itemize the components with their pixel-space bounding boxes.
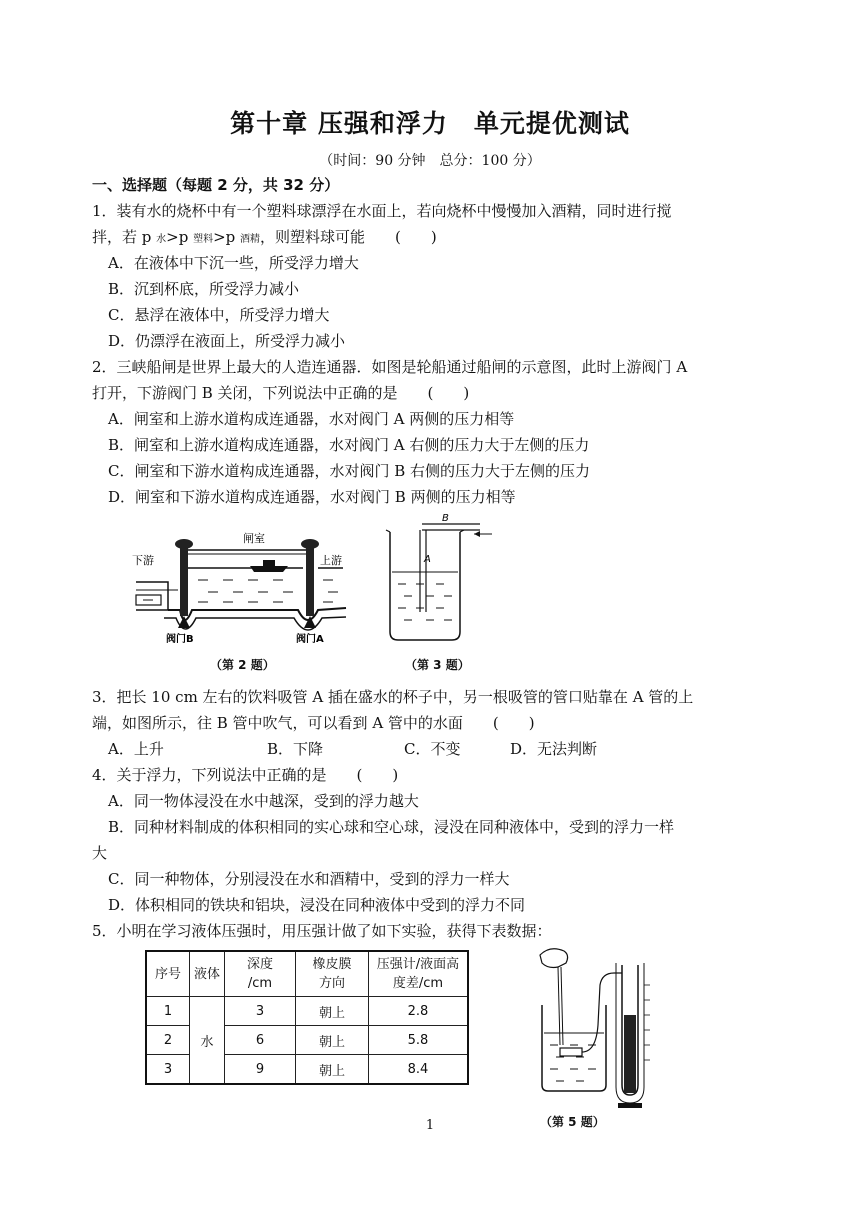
- q2-option-d: D．闸室和下游水道构成连通器，水对阀门 B 两侧的压力相等: [108, 488, 516, 506]
- section-heading: 一、选择题（每题 2 分，共 32 分）: [92, 176, 340, 194]
- q4-option-c: C．同一种物体，分别浸没在水和酒精中，受到的浮力一样大: [108, 870, 510, 888]
- q2-option-c: C．闸室和下游水道构成连通器，水对阀门 B 右侧的压力大于左侧的压力: [108, 462, 591, 480]
- label-valve-a: 阀门A: [296, 634, 324, 645]
- label-b: B: [442, 513, 449, 524]
- q3-stem-line1: 3．把长 10 cm 左右的饮料吸管 A 插在盛水的杯子中，另一根吸管的管口贴靠在 A 管的上: [92, 688, 694, 706]
- cell-dir: 朝上: [296, 1055, 369, 1085]
- ship-lock-figure: [128, 520, 358, 645]
- figure-2-caption: （第 2 题）: [210, 658, 275, 672]
- q2-stem-line2: 打开，下游阀门 B 关闭，下列说法中正确的是 ( ): [92, 384, 470, 402]
- q3-option-d: D．无法判断: [510, 740, 598, 758]
- table-row: [146, 997, 468, 1026]
- cell-depth: 6: [225, 1026, 296, 1055]
- q4-option-d: D．体积相同的铁块和铝块，浸没在同种液体中受到的浮力不同: [108, 896, 526, 914]
- q3-stem-line2: 端，如图所示，往 B 管中吹气，可以看到 A 管中的水面 ( ): [92, 714, 535, 732]
- cell-dir: 朝上: [296, 1026, 369, 1055]
- figure-5-caption: （第 5 题）: [540, 1115, 605, 1129]
- cell-diff: 5.8: [369, 1026, 469, 1055]
- straw-cup-figure: [370, 512, 500, 647]
- q4-option-a: A．同一物体浸没在水中越深，受到的浮力越大: [108, 792, 419, 810]
- q2-stem-line1: 2．三峡船闸是世界上最大的人造连通器．如图是轮船通过船闸的示意图，此时上游阀门 A: [92, 358, 688, 376]
- cell-no: 3: [146, 1055, 190, 1085]
- cell-no: 2: [146, 1026, 190, 1055]
- q3-option-a: A．上升: [108, 740, 164, 758]
- pressure-gauge-figure: [530, 945, 670, 1110]
- label-chamber: 闸室: [243, 532, 265, 545]
- label-valve-b: 阀门B: [166, 634, 194, 645]
- cell-depth: 3: [225, 997, 296, 1026]
- header-depth: 深度 /cm: [225, 951, 296, 997]
- q4-option-b-cont: 大: [92, 844, 108, 862]
- header-no: 序号: [146, 951, 190, 997]
- cell-dir: 朝上: [296, 997, 369, 1026]
- exam-info: （时间：90 分钟 总分：100 分）: [319, 153, 541, 169]
- label-downstream: 下游: [132, 554, 154, 567]
- header-diff: 压强计/液面高 度差/cm: [369, 951, 469, 997]
- q1-option-a: A．在液体中下沉一些，所受浮力增大: [108, 254, 359, 272]
- label-upstream: 上游: [320, 554, 342, 567]
- q5-stem: 5．小明在学习液体压强时，用压强计做了如下实验，获得下表数据：: [92, 922, 552, 940]
- cell-diff: 8.4: [369, 1055, 469, 1085]
- data-table: [145, 950, 469, 1085]
- page-number: 1: [425, 1118, 435, 1133]
- page-title: 第十章 压强和浮力 单元提优测试: [230, 109, 630, 138]
- q1-option-b: B．沉到杯底，所受浮力减小: [108, 280, 300, 298]
- cell-no: 1: [146, 997, 190, 1026]
- q4-option-b: B．同种材料制成的体积相同的实心球和空心球，浸没在同种液体中，受到的浮力一样: [108, 818, 675, 836]
- q1-option-d: D．仍漂浮在液面上，所受浮力减小: [108, 332, 346, 350]
- cell-depth: 9: [225, 1055, 296, 1085]
- q3-option-b: B．下降: [267, 740, 324, 758]
- header-liquid: 液体: [190, 951, 225, 997]
- q3-option-c: C．不变: [404, 740, 461, 758]
- q4-stem: 4．关于浮力，下列说法中正确的是 ( ): [92, 766, 399, 784]
- q2-option-b: B．闸室和上游水道构成连通器，水对阀门 A 右侧的压力大于左侧的压力: [108, 436, 590, 454]
- q1-stem-line2: 拌，若 p 水>p 塑料>p 酒精，则塑料球可能 ( ): [92, 228, 437, 246]
- q1-option-c: C．悬浮在液体中，所受浮力增大: [108, 306, 330, 324]
- q2-option-a: A．闸室和上游水道构成连通器，水对阀门 A 两侧的压力相等: [108, 410, 515, 428]
- q1-stem-line1: 1．装有水的烧杯中有一个塑料球漂浮在水面上，若向烧杯中慢慢加入酒精，同时进行搅: [92, 202, 672, 220]
- figure-3-caption: （第 3 题）: [405, 658, 470, 672]
- cell-liquid: 水: [190, 997, 225, 1085]
- label-a: A: [424, 554, 431, 565]
- cell-diff: 2.8: [369, 997, 469, 1026]
- header-film: 橡皮膜 方向: [296, 951, 369, 997]
